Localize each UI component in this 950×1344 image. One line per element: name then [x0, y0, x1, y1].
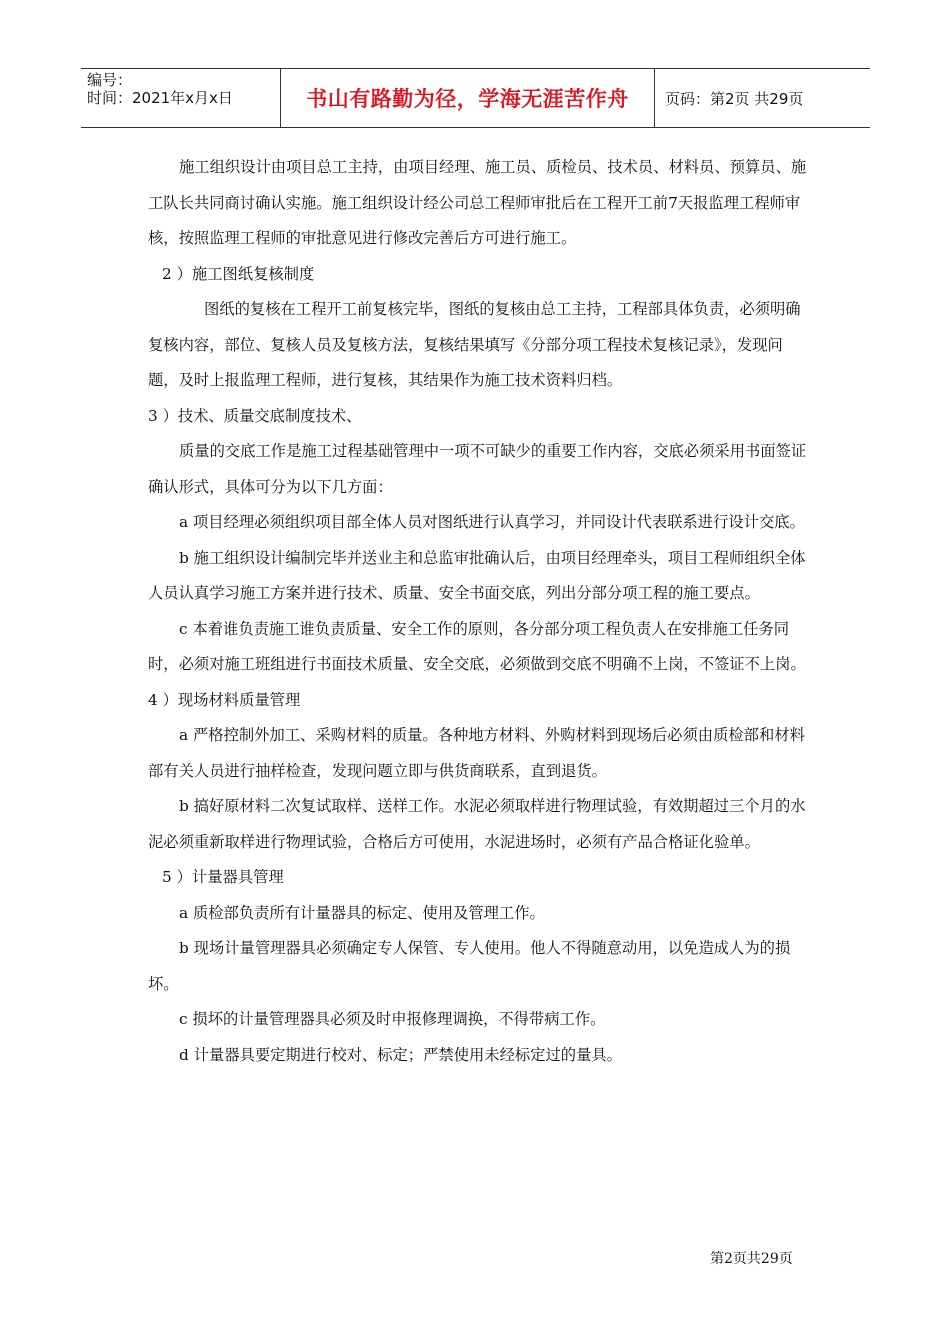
paragraph: b 搞好原材料二次复试取样、送样工作。水泥必须取样进行物理试验，有效期超过三个月的水泥必须重新取样进行物理试验，合格后方可使用，水泥进场时，必须有产品合格证化验单。 — [148, 797, 806, 851]
header-motto: 书山有路勤为径，学海无涯苦作舟 — [281, 69, 655, 127]
paragraph: a 严格控制外加工、采购材料的质量。各种地方材料、外购材料到现场后必须由质检部和材料部有关人员进行抽样检查，发现问题立即与供货商联系，直到退货。 — [148, 726, 805, 780]
paragraph: 5 ）计量器具管理 — [162, 868, 284, 886]
page-header — [81, 68, 870, 128]
paragraph: c 本着谁负责施工谁负责质量、安全工作的原则，各分部分项工程负责人在安排施工任务同时，必须对施工班组进行书面技术质量、安全交底，必须做到交底不明确不上岗，不签证不上岗。 — [148, 619, 806, 673]
paragraph: 2 ）施工图纸复核制度 — [162, 264, 315, 283]
paragraph: b 施工组织设计编制完毕并送业主和总监审批确认后，由项目经理牵头，项目工程师组织全体人员认真学习施工方案并进行技术、质量、安全书面交底，列出分部分项工程的施工要点。 — [148, 548, 806, 602]
header-meta — [81, 69, 281, 127]
paragraph: b 现场计量管理器具必须确定专人保管、专人使用。他人不得随意动用，以免造成人为的损坏。 — [148, 939, 791, 993]
paragraph: d 计量器具要定期进行校对、标定；严禁使用未经标定过的量具。 — [179, 1045, 622, 1064]
paragraph: 质量的交底工作是施工过程基础管理中一项不可缺少的重要工作内容，交底必须采用书面签证确认形式，具体可分为以下几方面： — [148, 442, 807, 496]
paragraph: 图纸的复核在工程开工前复核完毕，图纸的复核由总工主持，工程部具体负责，必须明确复核内容，部位、复核人员及复核方法，复核结果填写《分部分项工程技术复核记录》，发现问题，及时上报监理工程师，进行复核，其结果作为施工技术资料归档。 — [148, 300, 801, 389]
paragraph: 施工组织设计由项目总工主持，由项目经理、施工员、质检员、技术员、材料员、预算员、施工队长共同商讨确认实施。施工组织设计经公司总工程师审批后在工程开工前7天报监理工程师审核，按照监理工程师的审批意见进行修改完善后方可进行施工。 — [148, 158, 807, 247]
paragraph: a 质检部负责所有计量器具的标定、使用及管理工作。 — [179, 903, 545, 922]
document-number: 编号： — [87, 71, 133, 89]
paragraph: c 损坏的计量管理器具必须及时申报修理调换，不得带病工作。 — [179, 1010, 606, 1028]
paragraph: 3 ）技术、质量交底制度技术、 — [148, 406, 362, 425]
document-body — [148, 150, 808, 1073]
paragraph: a 项目经理必须组织项目部全体人员对图纸进行认真学习，并同设计代表联系进行设计交底。 — [179, 513, 805, 531]
document-date: 时间：2021年x月x日 — [87, 89, 233, 107]
header-page-number: 页码：第2页 共29页 — [665, 89, 804, 108]
page-footer: 第2页共29页 — [710, 1251, 793, 1267]
paragraph: 4 ）现场材料质量管理 — [148, 690, 301, 709]
